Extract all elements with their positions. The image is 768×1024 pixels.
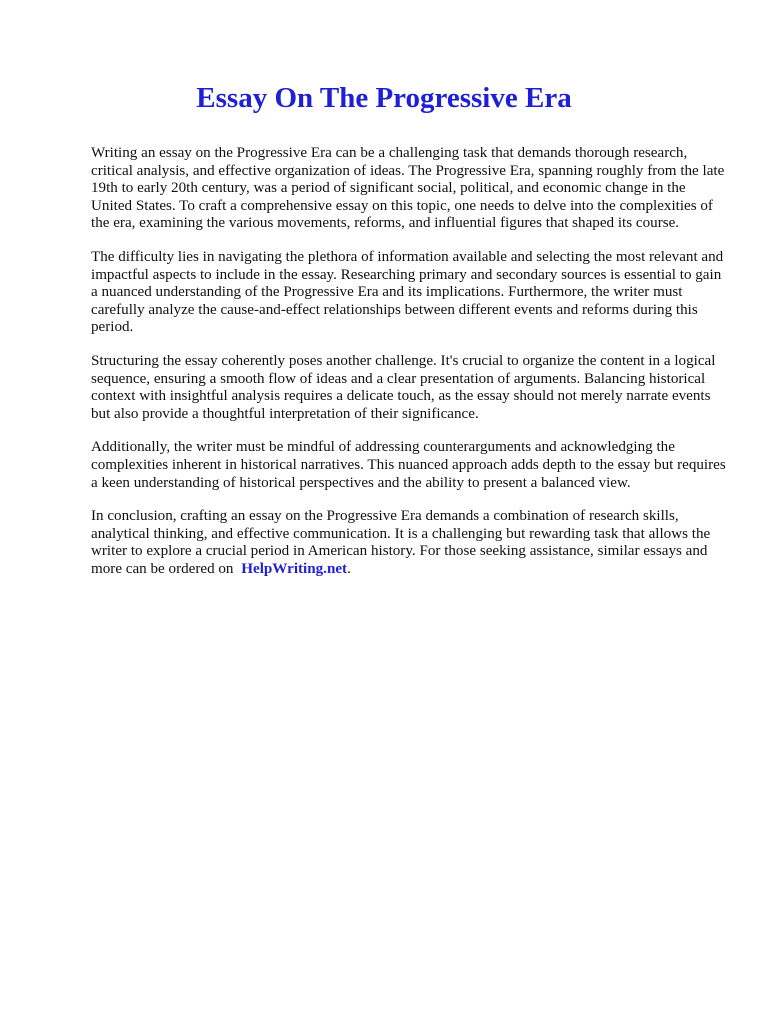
paragraph-3: Structuring the essay coherently poses another challenge. It's crucial to organize the content in a logical sequence, ensuring a smooth flow of ideas and a clear presentation of arguments. Balancing historical context with insightful analysis requires a delicate touch, as the essay should not merely narrate events but also provide a thoughtful interpretation of their significance. bbox=[91, 352, 716, 422]
conclusion-trailing: . bbox=[347, 560, 351, 577]
helpwriting-link[interactable]: HelpWriting.net bbox=[241, 560, 348, 577]
paragraph-2: The difficulty lies in navigating the plethora of information available and selecting the most relevant and impactful aspects to include in the essay. Researching primary and secondary sources is essential to gain a nuanced understanding of the Progressive Era and its implications. Furthermore, the writer must carefully analyze the cause-and-effect relationships between different events and reforms during this period. bbox=[91, 248, 724, 336]
paragraph-1: Writing an essay on the Progressive Era can be a challenging task that demands thorough research, critical analysis, and effective organization of ideas. The Progressive Era, spanning roughly from the late 19th to early 20th century, was a period of significant social, political, and economic change in the United States. To craft a comprehensive essay on this topic, one needs to delve into the complexities of the era, examining the various movements, reforms, and influential figures that shaped its course. bbox=[91, 145, 725, 232]
document-title: Essay On The Progressive Era bbox=[196, 82, 572, 114]
document-body bbox=[91, 145, 727, 594]
paragraph-4: Additionally, the writer must be mindful of addressing counterarguments and acknowledging the complexities inherent in historical narratives. This nuanced approach adds depth to the essay but requires a keen understanding of historical perspectives and the ability to present a balanced view. bbox=[91, 439, 726, 491]
conclusion-text: In conclusion, crafting an essay on the Progressive Era demands a combination of research skills, analytical thinking, and effective communication. It is a challenging but rewarding task that allows the writer to explore a crucial period in American history. For those seeking assistance, similar essays and more can be ordered on bbox=[91, 508, 711, 577]
paragraph-conclusion bbox=[91, 508, 727, 578]
